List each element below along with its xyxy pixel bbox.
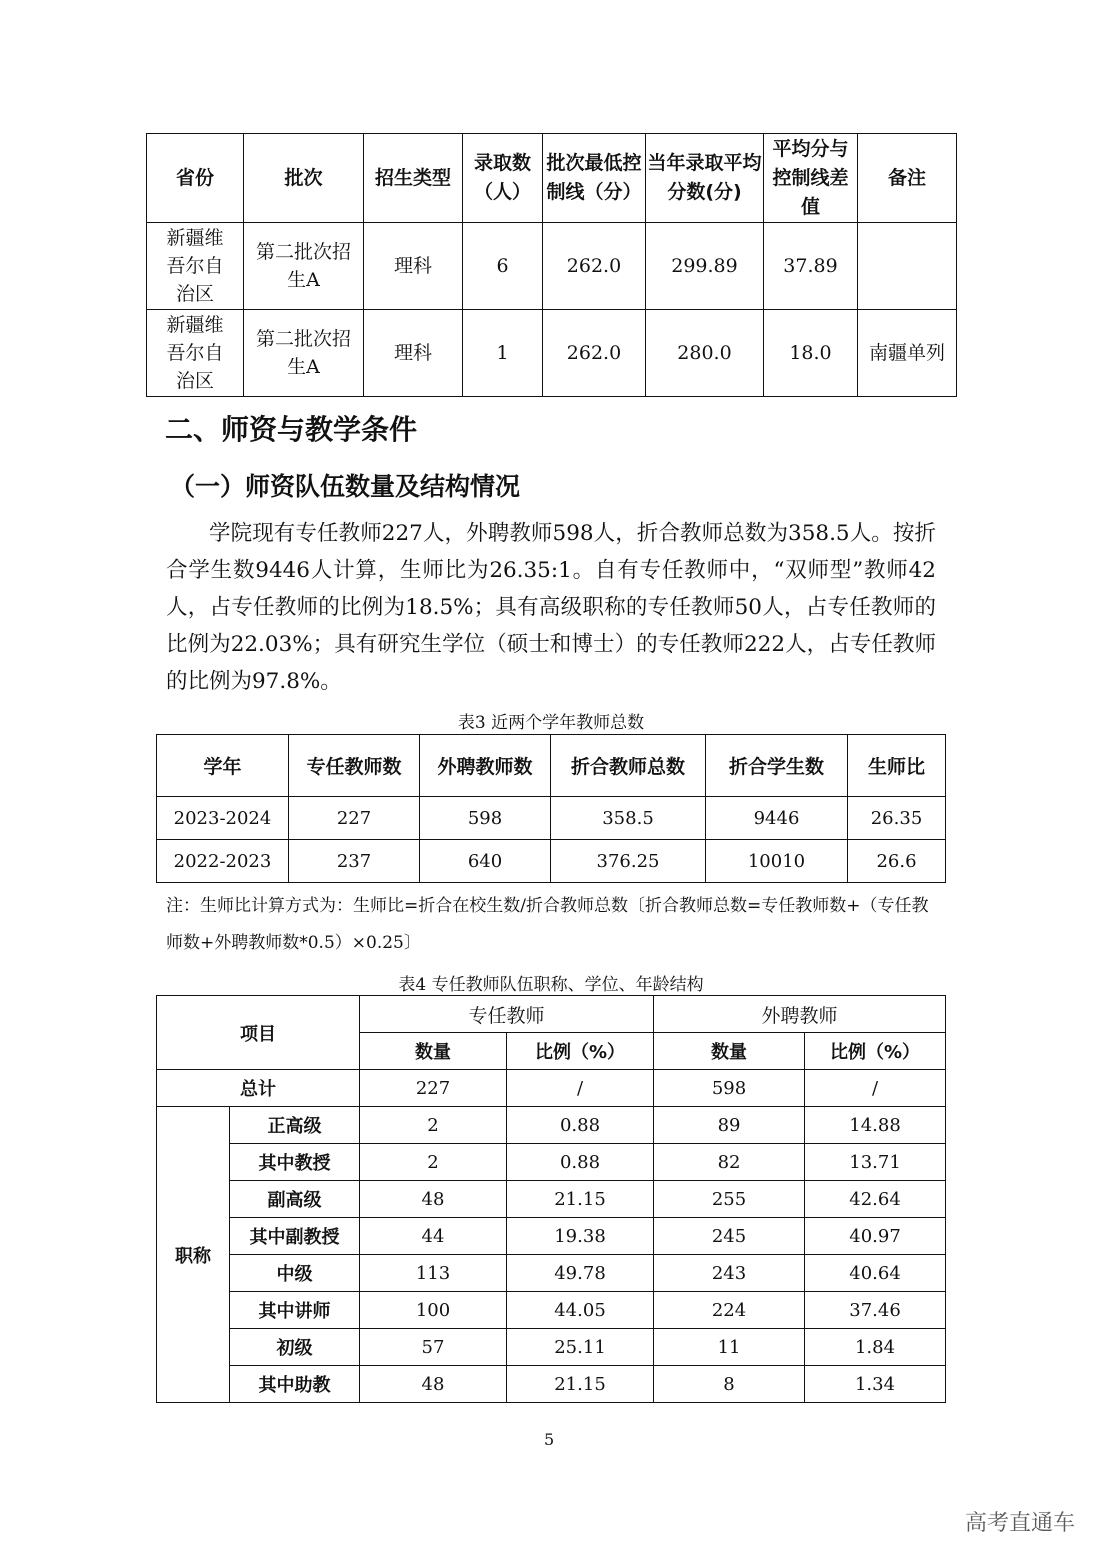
table-cell: 40.97 (805, 1218, 946, 1255)
table3-caption: 表3 近两个学年教师总数 (457, 713, 645, 733)
table-cell: 243 (654, 1255, 805, 1292)
table4-category-cell: 职称 (157, 1107, 230, 1403)
table-cell: 262.0 (543, 223, 646, 310)
table-cell: 82 (654, 1144, 805, 1181)
table-cell: 第二批次招生A (244, 310, 364, 397)
subsection-heading: （一）师资队伍数量及结构情况 (170, 472, 521, 501)
table4-sub-header-cell: 比例（%） (805, 1033, 946, 1070)
table-cell: 100 (360, 1292, 507, 1329)
table-cell: 299.89 (646, 223, 764, 310)
table4-external-header: 外聘教师 (654, 996, 946, 1033)
table-row (147, 223, 957, 310)
table-cell (858, 223, 957, 310)
table-row (157, 1292, 946, 1329)
admission-header-cell: 备注 (858, 134, 957, 223)
table-row (157, 1107, 946, 1144)
table-cell: 13.71 (805, 1144, 946, 1181)
table-cell: 237 (289, 840, 420, 883)
admission-header-cell: 招生类型 (364, 134, 463, 223)
table-row (157, 840, 946, 883)
table4-total-label: 总计 (157, 1070, 360, 1107)
table4-total-row (157, 1070, 946, 1107)
table-cell: 48 (360, 1181, 507, 1218)
admission-header-cell: 批次 (244, 134, 364, 223)
table-cell: 南疆单列 (858, 310, 957, 397)
watermark-text: 高考直通车 (965, 1511, 1076, 1536)
table4-row-label: 副高级 (230, 1181, 360, 1218)
table4-fulltime-header: 专任教师 (360, 996, 654, 1033)
admission-header-cell: 当年录取平均分数(分) (646, 134, 764, 223)
table-cell: 第二批次招生A (244, 223, 364, 310)
table3-header-cell: 折合教师总数 (551, 735, 706, 797)
table-cell: 10010 (706, 840, 848, 883)
table-cell: 1.34 (805, 1366, 946, 1403)
table-cell: 1.84 (805, 1329, 946, 1366)
admission-header-cell: 录取数（人） (463, 134, 543, 223)
table-cell: 26.6 (848, 840, 946, 883)
table-cell: 2 (360, 1144, 507, 1181)
table-cell: 227 (360, 1070, 507, 1107)
table4-group-header-row (157, 996, 946, 1033)
table-cell: / (805, 1070, 946, 1107)
table-cell: 89 (654, 1107, 805, 1144)
table-cell: 255 (654, 1181, 805, 1218)
table-cell: 358.5 (551, 797, 706, 840)
table4-item-header: 项目 (157, 996, 360, 1070)
table3-header-cell: 生师比 (848, 735, 946, 797)
table4-row-label: 初级 (230, 1329, 360, 1366)
table-cell: 2 (360, 1107, 507, 1144)
page-number: 5 (544, 1430, 555, 1449)
table-cell: 25.11 (507, 1329, 654, 1366)
table3-header-row (157, 735, 946, 797)
table4-sub-header-cell: 数量 (654, 1033, 805, 1070)
table-cell: 26.35 (848, 797, 946, 840)
table-row (157, 1329, 946, 1366)
table4-row-label: 其中讲师 (230, 1292, 360, 1329)
table-row (157, 1218, 946, 1255)
admission-header-row (147, 134, 957, 223)
table-cell: 48 (360, 1366, 507, 1403)
table4-sub-header-cell: 比例（%） (507, 1033, 654, 1070)
table-cell: 19.38 (507, 1218, 654, 1255)
table-row (157, 1144, 946, 1181)
table4-caption: 表4 专任教师队伍职称、学位、年龄结构 (398, 975, 704, 995)
table-cell: 640 (420, 840, 551, 883)
table3-header-cell: 折合学生数 (706, 735, 848, 797)
table-cell: 新疆维吾尔自治区 (147, 223, 244, 310)
table-cell: 598 (654, 1070, 805, 1107)
table4-row-label: 正高级 (230, 1107, 360, 1144)
table-cell: 2022-2023 (157, 840, 289, 883)
table-cell: 11 (654, 1329, 805, 1366)
teacher-total-table (156, 734, 946, 883)
table-cell: 6 (463, 223, 543, 310)
table-cell: 57 (360, 1329, 507, 1366)
admission-header-cell: 批次最低控制线（分） (543, 134, 646, 223)
table-cell: 37.46 (805, 1292, 946, 1329)
table-cell: 0.88 (507, 1107, 654, 1144)
table-cell: 49.78 (507, 1255, 654, 1292)
table-cell: 2023-2024 (157, 797, 289, 840)
table-row (157, 1366, 946, 1403)
table4-sub-header-cell: 数量 (360, 1033, 507, 1070)
teacher-structure-table (156, 995, 946, 1403)
admission-table (146, 133, 957, 397)
table-cell: 理科 (364, 223, 463, 310)
table-cell: 42.64 (805, 1181, 946, 1218)
table-cell: 14.88 (805, 1107, 946, 1144)
table4-row-label: 其中副教授 (230, 1218, 360, 1255)
table-cell: / (507, 1070, 654, 1107)
table-cell: 224 (654, 1292, 805, 1329)
table-cell: 9446 (706, 797, 848, 840)
table-cell: 21.15 (507, 1181, 654, 1218)
table-row (157, 1255, 946, 1292)
table-cell: 44.05 (507, 1292, 654, 1329)
table3-header-cell: 专任教师数 (289, 735, 420, 797)
admission-header-cell: 省份 (147, 134, 244, 223)
table-cell: 262.0 (543, 310, 646, 397)
table-cell: 280.0 (646, 310, 764, 397)
table3-header-cell: 学年 (157, 735, 289, 797)
table-cell: 598 (420, 797, 551, 840)
table-row (157, 797, 946, 840)
table-cell: 1 (463, 310, 543, 397)
table-row (147, 310, 957, 397)
body-paragraph: 学院现有专任教师227人，外聘教师598人，折合教师总数为358.5人。按折合学生数9446人计算，生师比为26.35:1。自有专任教师中，“双师型”教师42人，占专任教师的比例为18.5%；具有高级职称的专任教师50人，占专任教师的比例为22.03%；具有研究生学位（硕士和博士）的专任教师222人，占专任教师的比例为97.8%。 (166, 521, 936, 694)
table4-row-label: 其中教授 (230, 1144, 360, 1181)
table-cell: 8 (654, 1366, 805, 1403)
table3-header-cell: 外聘教师数 (420, 735, 551, 797)
table-cell: 18.0 (764, 310, 858, 397)
table4-row-label: 中级 (230, 1255, 360, 1292)
admission-header-cell: 平均分与控制线差值 (764, 134, 858, 223)
table-cell: 376.25 (551, 840, 706, 883)
table4-row-label: 其中助教 (230, 1366, 360, 1403)
table-cell: 44 (360, 1218, 507, 1255)
table-cell: 245 (654, 1218, 805, 1255)
table-cell: 新疆维吾尔自治区 (147, 310, 244, 397)
table-cell: 21.15 (507, 1366, 654, 1403)
table-cell: 40.64 (805, 1255, 946, 1292)
table-cell: 37.89 (764, 223, 858, 310)
section-heading: 二、师资与教学条件 (165, 413, 418, 446)
table-cell: 113 (360, 1255, 507, 1292)
table-cell: 理科 (364, 310, 463, 397)
table3-note: 注：生师比计算方式为：生师比=折合在校生数/折合教师总数〔折合教师总数=专任教师数+（专任教师数+外聘教师数*0.5）×0.25〕 (166, 896, 929, 953)
table-cell: 0.88 (507, 1144, 654, 1181)
table-row (157, 1181, 946, 1218)
table-cell: 227 (289, 797, 420, 840)
